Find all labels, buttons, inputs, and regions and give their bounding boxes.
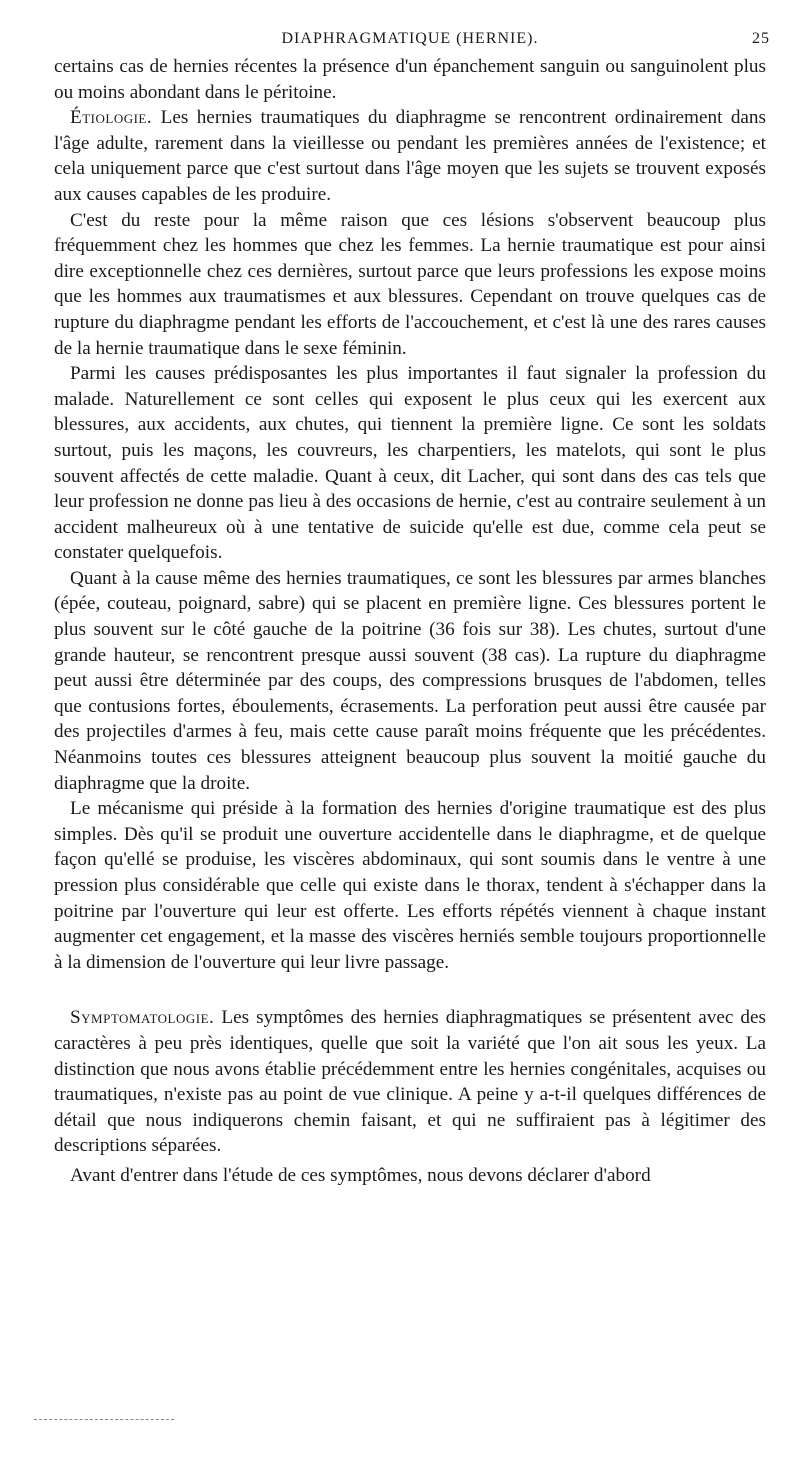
paragraph: Avant d'entrer dans l'étude de ces symptômes, nous devons déclarer d'abord bbox=[70, 1164, 651, 1186]
page-number: 25 bbox=[752, 30, 770, 47]
running-title: DIAPHRAGMATIQUE (HERNIE). bbox=[281, 30, 539, 47]
paragraph: Le mécanisme qui préside à la formation des hernies d'origine traumatique est des plus simples. Dès qu'il se produit une ouverture accidentelle dans le diaphragme, et de quelque façon qu'ellé se produise, les viscères abdominaux, qui sont soumis dans le ventre à une pression plus considérable que celle qui existe dans le thorax, tendent à s'échapper dans la poitrine par l'ouverture qui leur est offerte. Les efforts répétés viennent à chaque instant augmenter cet engagement, et la masse des viscères herniés semble toujours proportionnelle à la dimension de l'ouverture qui leur livre passage. bbox=[54, 798, 766, 973]
section-gap bbox=[54, 975, 766, 1005]
footer-rule bbox=[34, 1419, 174, 1420]
section-heading-symptomatologie: Symptomatologie. bbox=[70, 1007, 215, 1029]
paragraph: C'est du reste pour la même raison que ces lésions s'observent beaucoup plus fréquemment chez les hommes que chez les femmes. La hernie traumatique est pour ainsi dire exceptionnelle chez ces dernières, surtout parce que leurs professions les expose moins que les hommes aux traumatismes et aux blessures. Cependant on trouve quelques cas de rupture du diaphragme pendant les efforts de l'accouchement, et c'est là une des rares causes de la hernie traumatique dans le sexe féminin. bbox=[54, 209, 766, 359]
paragraph-continuation: certains cas de hernies récentes la présence d'un épanchement sanguin ou sanguinolent plus ou moins abondant dans le péritoine. bbox=[54, 56, 766, 103]
paragraph: Parmi les causes prédisposantes les plus importantes il faut signaler la profession du malade. Naturellement ce sont celles qui exposent le plus ceux qui les exercent aux blessures, aux accidents, aux chutes, qui tiennent la première ligne. Ce sont les soldats surtout, puis les maçons, les couvreurs, les charpentiers, les matelots, qui sont le plus souvent affectés de cette maladie. Quant à ceux, dit Lacher, qui sont dans des cas tels que leur profession ne donne pas lieu à des occasions de hernie, c'est au contraire seulement à un accident malheureux où à une tentative de suicide qu'elle est due, comme cela peut se constater quelquefois. bbox=[54, 363, 766, 564]
body-text bbox=[54, 54, 766, 1189]
paragraph: Quant à la cause même des hernies traumatiques, ce sont les blessures par armes blanches (épée, couteau, poignard, sabre) qui se placent en première ligne. Ces blessures portent le plus souvent sur le côté gauche de la poitrine (36 fois sur 38). Les chutes, surtout d'une grande hauteur, se rencontrent presque aussi souvent (38 cas). La rupture du diaphragme peut aussi être déterminée par des coups, des compressions brusques de l'abdomen, telles que contusions fortes, éboulements, écrasements. La perforation peut aussi être causée par des projectiles d'armes à feu, mais cette cause paraît moins fréquente que les précédentes. Néanmoins toutes ces blessures atteignent beaucoup plus souvent la moitié gauche du diaphragme que la droite. bbox=[54, 567, 766, 794]
page bbox=[54, 30, 770, 1189]
paragraph-text: Les hernies traumatiques du diaphragme se rencontrent ordinairement dans l'âge adulte, rarement dans la vieillesse ou pendant les premières années de l'existence; et cela uniquement parce que c'est surtout dans l'âge moyen que les sujets se trouvent exposés aux causes capables de les produire. bbox=[54, 107, 766, 205]
section-heading-etiologie: Étiologie. bbox=[70, 107, 153, 129]
paragraph-etiologie bbox=[54, 105, 766, 207]
paragraph-symptomatologie bbox=[54, 1005, 766, 1159]
running-header bbox=[54, 30, 770, 54]
paragraph-text: Les symptômes des hernies diaphragmatiques se présentent avec des caractères à peu près identiques, quelle que soit la variété que l'on ait sous les yeux. La distinction que nous avons établie précédemment entre les hernies congénitales, acquises ou traumatiques, n'existe pas au point de vue clinique. A peine y a-t-il quelques différences de détail que nous indiquerons chemin faisant, et qui ne suffiraient pas à légitimer des descriptions séparées. bbox=[54, 1007, 767, 1157]
